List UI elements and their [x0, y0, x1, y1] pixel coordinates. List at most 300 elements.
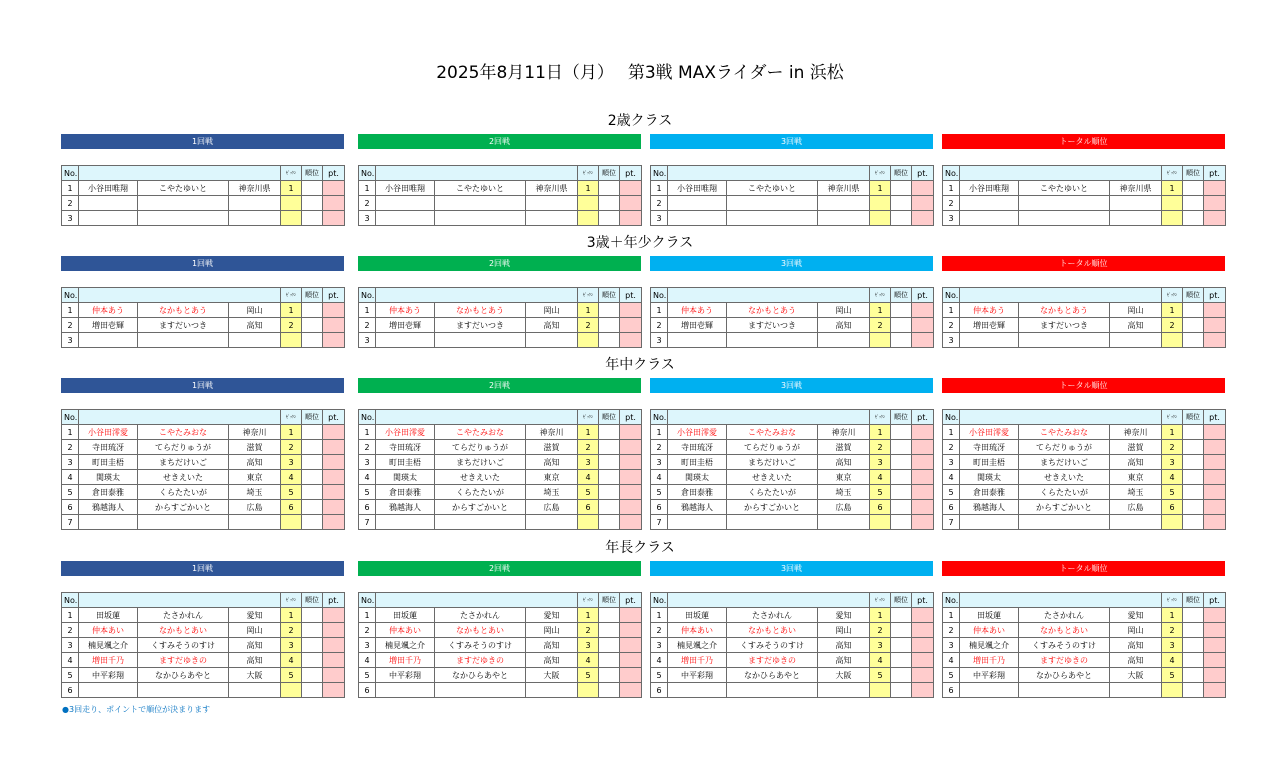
racer-kana — [435, 515, 526, 530]
racer-name: 仲本あう — [960, 303, 1019, 318]
points-cell — [323, 318, 345, 333]
racer-name: 小谷田澪愛 — [376, 425, 435, 440]
points-cell — [323, 683, 345, 698]
header-no: No. — [943, 288, 960, 303]
results-table — [358, 165, 642, 226]
racer-name: 寺田琉冴 — [376, 440, 435, 455]
rank-cell — [302, 485, 323, 500]
table-row — [651, 683, 934, 698]
rank-cell — [891, 668, 912, 683]
zekken-number — [281, 333, 302, 348]
points-cell — [912, 653, 934, 668]
zekken-number: 1 — [281, 608, 302, 623]
racer-kana: ますだいつき — [435, 318, 526, 333]
points-cell — [323, 303, 345, 318]
racer-kana — [138, 333, 229, 348]
racer-kana: こやたみおな — [727, 425, 818, 440]
row-no: 1 — [359, 303, 376, 318]
table-row — [651, 425, 934, 440]
row-no: 5 — [62, 485, 79, 500]
row-no: 1 — [943, 181, 960, 196]
points-cell — [1204, 303, 1226, 318]
rank-cell — [302, 500, 323, 515]
rank-cell — [891, 425, 912, 440]
row-no: 2 — [359, 196, 376, 211]
racer-name — [376, 333, 435, 348]
row-no: 2 — [359, 440, 376, 455]
table-row — [62, 470, 345, 485]
rank-cell — [891, 333, 912, 348]
row-no: 2 — [651, 440, 668, 455]
header-rank: 順位 — [1183, 166, 1204, 181]
header-pt: pt. — [912, 288, 934, 303]
row-no: 6 — [943, 500, 960, 515]
table-row — [62, 455, 345, 470]
row-no: 2 — [943, 440, 960, 455]
racer-name: 鴉越海人 — [668, 500, 727, 515]
racer-kana: てらだりゅうが — [138, 440, 229, 455]
header-row — [943, 166, 1226, 181]
rank-cell — [302, 683, 323, 698]
zekken-number: 2 — [870, 440, 891, 455]
zekken-number: 4 — [281, 653, 302, 668]
racer-name: 田坂蓮 — [960, 608, 1019, 623]
results-table — [650, 165, 934, 226]
racer-kana: こやたゆいと — [138, 181, 229, 196]
zekken-number: 2 — [578, 318, 599, 333]
table-row — [359, 211, 642, 226]
rank-cell — [302, 515, 323, 530]
row-no: 1 — [943, 608, 960, 623]
racer-kana: ますだゆきの — [138, 653, 229, 668]
zekken-number: 2 — [1162, 440, 1183, 455]
racer-kana: からすごかいと — [727, 500, 818, 515]
header-rank: 順位 — [599, 410, 620, 425]
points-cell — [1204, 333, 1226, 348]
points-cell — [323, 500, 345, 515]
header-blank — [376, 593, 578, 608]
racer-prefecture: 高知 — [1110, 455, 1162, 470]
racer-prefecture: 大阪 — [1110, 668, 1162, 683]
results-table — [61, 409, 345, 530]
rank-cell — [302, 608, 323, 623]
racer-kana: まちだけいご — [435, 455, 526, 470]
points-cell — [1204, 211, 1226, 226]
header-zekken: ｾﾞｯｹﾝ — [1162, 166, 1183, 181]
zekken-number: 3 — [578, 638, 599, 653]
row-no: 3 — [359, 333, 376, 348]
racer-prefecture: 滋賀 — [229, 440, 281, 455]
racer-name: 町田圭梧 — [376, 455, 435, 470]
points-cell — [620, 683, 642, 698]
header-row — [359, 410, 642, 425]
racer-name: 小谷田澪愛 — [960, 425, 1019, 440]
header-zekken: ｾﾞｯｹﾝ — [578, 166, 599, 181]
results-table — [358, 409, 642, 530]
rank-cell — [1183, 470, 1204, 485]
racer-prefecture: 大阪 — [818, 668, 870, 683]
header-blank — [376, 410, 578, 425]
racer-name: 楠見颯之介 — [376, 638, 435, 653]
row-no: 2 — [943, 318, 960, 333]
round-bar: 3回戦 — [650, 256, 933, 271]
table-row — [943, 303, 1226, 318]
round-bar: 2回戦 — [358, 134, 641, 149]
racer-kana — [1019, 211, 1110, 226]
racer-kana — [138, 196, 229, 211]
row-no: 2 — [943, 196, 960, 211]
racer-name: 寺田琉冴 — [960, 440, 1019, 455]
header-blank — [668, 166, 870, 181]
table-row — [651, 455, 934, 470]
rank-cell — [302, 623, 323, 638]
points-cell — [912, 500, 934, 515]
zekken-number: 4 — [281, 470, 302, 485]
zekken-number: 1 — [870, 425, 891, 440]
row-no: 6 — [651, 683, 668, 698]
points-cell — [912, 683, 934, 698]
table-row — [359, 608, 642, 623]
row-no: 5 — [62, 668, 79, 683]
racer-kana: くすみそうのすけ — [138, 638, 229, 653]
zekken-number: 1 — [281, 303, 302, 318]
rank-cell — [891, 455, 912, 470]
racer-name: 倉田泰雅 — [79, 485, 138, 500]
header-blank — [960, 166, 1162, 181]
zekken-number: 4 — [870, 653, 891, 668]
racer-kana: からすごかいと — [435, 500, 526, 515]
racer-prefecture: 高知 — [1110, 638, 1162, 653]
table-row — [62, 668, 345, 683]
racer-kana: ますだいつき — [138, 318, 229, 333]
racer-prefecture — [818, 515, 870, 530]
row-no: 1 — [359, 608, 376, 623]
zekken-number: 2 — [578, 623, 599, 638]
racer-name — [668, 333, 727, 348]
table-row — [62, 515, 345, 530]
row-no: 3 — [943, 333, 960, 348]
table-row — [359, 653, 642, 668]
racer-kana — [1019, 683, 1110, 698]
header-rank: 順位 — [891, 166, 912, 181]
row-no: 7 — [62, 515, 79, 530]
rank-cell — [302, 653, 323, 668]
racer-prefecture — [526, 196, 578, 211]
results-table — [650, 592, 934, 698]
zekken-number: 2 — [281, 623, 302, 638]
racer-name: 田坂蓮 — [79, 608, 138, 623]
points-cell — [912, 638, 934, 653]
row-no: 3 — [62, 638, 79, 653]
rank-cell — [1183, 608, 1204, 623]
points-cell — [620, 653, 642, 668]
racer-name: 増田壱輝 — [960, 318, 1019, 333]
rank-cell — [1183, 668, 1204, 683]
racer-name: 増田壱輝 — [668, 318, 727, 333]
header-zekken: ｾﾞｯｹﾝ — [1162, 410, 1183, 425]
racer-kana — [1019, 515, 1110, 530]
header-zekken: ｾﾞｯｹﾝ — [281, 593, 302, 608]
row-no: 4 — [943, 470, 960, 485]
table-row — [62, 425, 345, 440]
racer-name: 増田壱輝 — [79, 318, 138, 333]
points-cell — [912, 181, 934, 196]
racer-prefecture: 岡山 — [526, 303, 578, 318]
total-ranking-bar: トータル順位 — [942, 561, 1225, 576]
header-zekken: ｾﾞｯｹﾝ — [281, 166, 302, 181]
racer-name — [79, 196, 138, 211]
points-cell — [1204, 638, 1226, 653]
total-ranking-bar: トータル順位 — [942, 378, 1225, 393]
header-blank — [79, 593, 281, 608]
table-row — [651, 653, 934, 668]
rank-cell — [599, 623, 620, 638]
class-title: 年中クラス — [605, 357, 675, 373]
racer-name: 楠見颯之介 — [668, 638, 727, 653]
row-no: 7 — [651, 515, 668, 530]
racer-kana: なかもとあい — [1019, 623, 1110, 638]
racer-name: 小谷田澪愛 — [668, 425, 727, 440]
header-blank — [960, 410, 1162, 425]
table-row — [651, 608, 934, 623]
row-no: 4 — [359, 653, 376, 668]
header-zekken: ｾﾞｯｹﾝ — [870, 593, 891, 608]
table-row — [359, 455, 642, 470]
table-row — [62, 485, 345, 500]
racer-kana: まちだけいご — [1019, 455, 1110, 470]
header-zekken: ｾﾞｯｹﾝ — [1162, 288, 1183, 303]
table-row — [943, 623, 1226, 638]
header-rank: 順位 — [302, 410, 323, 425]
racer-kana: こやたゆいと — [435, 181, 526, 196]
zekken-number: 1 — [578, 303, 599, 318]
racer-name: 仲本あう — [376, 303, 435, 318]
rank-cell — [599, 638, 620, 653]
row-no: 6 — [651, 500, 668, 515]
points-cell — [912, 470, 934, 485]
racer-prefecture — [1110, 333, 1162, 348]
racer-name: 関瑛太 — [79, 470, 138, 485]
results-table — [942, 287, 1226, 348]
row-no: 3 — [359, 211, 376, 226]
racer-prefecture: 滋賀 — [818, 440, 870, 455]
header-rank: 順位 — [302, 166, 323, 181]
rank-cell — [302, 440, 323, 455]
rank-cell — [1183, 623, 1204, 638]
rank-cell — [599, 318, 620, 333]
rank-cell — [1183, 653, 1204, 668]
points-cell — [323, 181, 345, 196]
row-no: 7 — [359, 515, 376, 530]
points-cell — [323, 623, 345, 638]
header-pt: pt. — [912, 593, 934, 608]
racer-kana: くすみそうのすけ — [435, 638, 526, 653]
rank-cell — [891, 440, 912, 455]
racer-name — [668, 515, 727, 530]
row-no: 2 — [651, 318, 668, 333]
points-cell — [912, 211, 934, 226]
points-cell — [912, 425, 934, 440]
racer-name: 鴉越海人 — [960, 500, 1019, 515]
header-pt: pt. — [912, 410, 934, 425]
zekken-number — [870, 211, 891, 226]
racer-prefecture — [1110, 196, 1162, 211]
zekken-number: 3 — [1162, 638, 1183, 653]
rank-cell — [302, 196, 323, 211]
racer-kana: まちだけいご — [727, 455, 818, 470]
racer-kana: せきえいた — [435, 470, 526, 485]
racer-kana: こやたみおな — [1019, 425, 1110, 440]
racer-kana: ますだゆきの — [435, 653, 526, 668]
racer-prefecture: 高知 — [229, 638, 281, 653]
round-bar: 2回戦 — [358, 256, 641, 271]
racer-prefecture: 岡山 — [818, 303, 870, 318]
racer-name: 関瑛太 — [376, 470, 435, 485]
header-blank — [668, 410, 870, 425]
table-row — [943, 638, 1226, 653]
racer-name — [376, 515, 435, 530]
racer-prefecture: 東京 — [526, 470, 578, 485]
racer-kana: ますだいつき — [1019, 318, 1110, 333]
zekken-number: 1 — [1162, 608, 1183, 623]
table-row — [62, 653, 345, 668]
points-cell — [620, 500, 642, 515]
header-rank: 順位 — [1183, 593, 1204, 608]
racer-name — [376, 683, 435, 698]
header-zekken: ｾﾞｯｹﾝ — [281, 410, 302, 425]
racer-prefecture — [229, 515, 281, 530]
row-no: 1 — [651, 303, 668, 318]
class-title: 2歳クラス — [607, 113, 673, 129]
racer-name: 増田壱輝 — [376, 318, 435, 333]
zekken-number — [870, 515, 891, 530]
table-row — [62, 500, 345, 515]
rank-cell — [1183, 455, 1204, 470]
zekken-number: 5 — [870, 668, 891, 683]
racer-kana: からすごかいと — [1019, 500, 1110, 515]
racer-prefecture: 東京 — [818, 470, 870, 485]
header-no: No. — [651, 288, 668, 303]
racer-name — [79, 683, 138, 698]
results-table — [942, 592, 1226, 698]
rank-cell — [1183, 181, 1204, 196]
racer-prefecture: 神奈川 — [818, 425, 870, 440]
rank-cell — [891, 470, 912, 485]
zekken-number: 3 — [281, 455, 302, 470]
header-row — [62, 410, 345, 425]
racer-prefecture: 高知 — [1110, 653, 1162, 668]
rank-cell — [599, 653, 620, 668]
racer-prefecture — [818, 333, 870, 348]
racer-name: 中平彩翔 — [668, 668, 727, 683]
zekken-number — [578, 196, 599, 211]
racer-name: 倉田泰雅 — [668, 485, 727, 500]
header-zekken: ｾﾞｯｹﾝ — [578, 593, 599, 608]
table-row — [651, 638, 934, 653]
racer-name — [960, 211, 1019, 226]
header-pt: pt. — [912, 166, 934, 181]
table-row — [943, 500, 1226, 515]
points-cell — [1204, 318, 1226, 333]
racer-name — [960, 333, 1019, 348]
header-pt: pt. — [620, 410, 642, 425]
table-row — [62, 211, 345, 226]
racer-kana: なかもとあう — [435, 303, 526, 318]
header-rank: 順位 — [599, 593, 620, 608]
racer-prefecture: 広島 — [818, 500, 870, 515]
racer-name: 仲本あい — [668, 623, 727, 638]
rank-cell — [599, 515, 620, 530]
rank-cell — [1183, 318, 1204, 333]
racer-prefecture: 広島 — [526, 500, 578, 515]
rank-cell — [1183, 485, 1204, 500]
rank-cell — [1183, 196, 1204, 211]
racer-name: 増田千乃 — [376, 653, 435, 668]
row-no: 2 — [62, 196, 79, 211]
points-cell — [1204, 181, 1226, 196]
rank-cell — [599, 196, 620, 211]
table-row — [359, 638, 642, 653]
points-cell — [323, 333, 345, 348]
racer-prefecture: 滋賀 — [1110, 440, 1162, 455]
table-row — [359, 485, 642, 500]
table-row — [62, 440, 345, 455]
table-row — [62, 638, 345, 653]
header-no: No. — [651, 410, 668, 425]
row-no: 2 — [651, 196, 668, 211]
table-row — [651, 196, 934, 211]
header-pt: pt. — [1204, 288, 1226, 303]
racer-prefecture — [818, 196, 870, 211]
zekken-number: 3 — [870, 455, 891, 470]
racer-kana — [727, 196, 818, 211]
rank-cell — [599, 303, 620, 318]
table-row — [651, 303, 934, 318]
zekken-number: 1 — [870, 181, 891, 196]
racer-name: 鴉越海人 — [79, 500, 138, 515]
round-bar: 1回戦 — [61, 561, 344, 576]
header-blank — [668, 593, 870, 608]
row-no: 4 — [62, 470, 79, 485]
round-bar: 2回戦 — [358, 561, 641, 576]
header-row — [651, 288, 934, 303]
rank-cell — [302, 668, 323, 683]
points-cell — [323, 440, 345, 455]
zekken-number — [578, 333, 599, 348]
table-row — [359, 440, 642, 455]
row-no: 3 — [943, 638, 960, 653]
racer-prefecture: 大阪 — [229, 668, 281, 683]
header-rank: 順位 — [599, 166, 620, 181]
zekken-number — [578, 515, 599, 530]
racer-name: 小谷田唯翔 — [376, 181, 435, 196]
row-no: 1 — [359, 181, 376, 196]
header-no: No. — [943, 593, 960, 608]
racer-prefecture — [229, 683, 281, 698]
header-pt: pt. — [323, 166, 345, 181]
rank-cell — [891, 653, 912, 668]
rank-cell — [891, 303, 912, 318]
rank-cell — [302, 470, 323, 485]
round-bar: 1回戦 — [61, 256, 344, 271]
row-no: 1 — [943, 303, 960, 318]
zekken-number: 2 — [281, 440, 302, 455]
header-blank — [960, 288, 1162, 303]
zekken-number: 2 — [281, 318, 302, 333]
racer-name: 仲本あい — [376, 623, 435, 638]
row-no: 3 — [62, 333, 79, 348]
rank-cell — [302, 638, 323, 653]
